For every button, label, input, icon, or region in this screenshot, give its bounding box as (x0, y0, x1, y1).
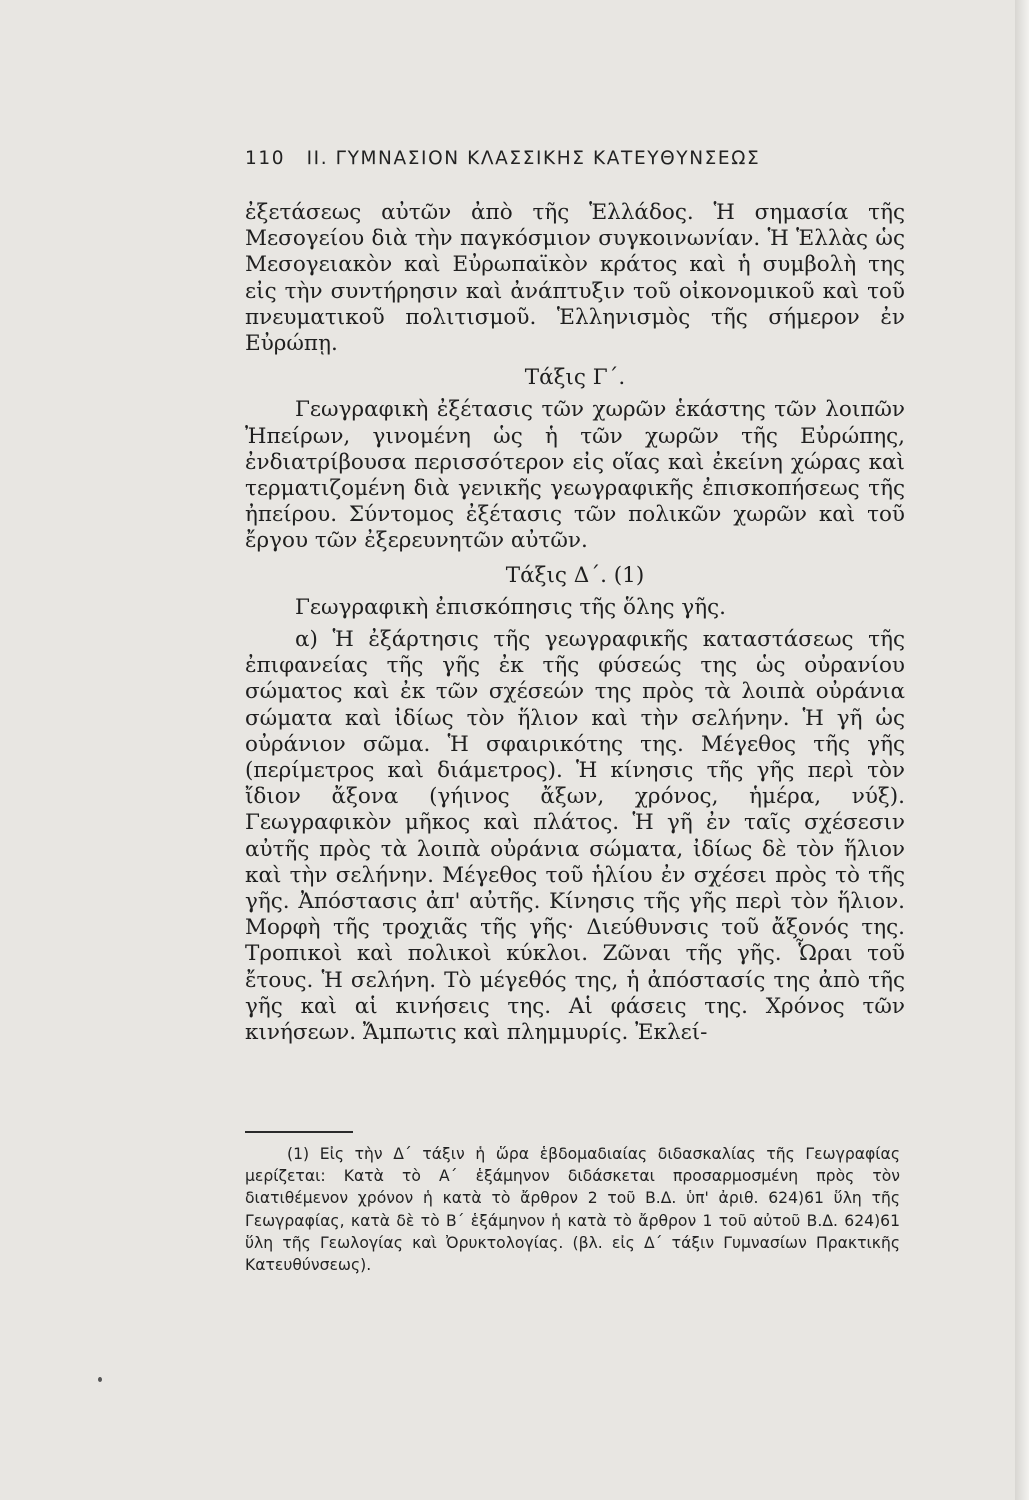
page-edge (1015, 0, 1029, 1500)
paper-speck (98, 1377, 102, 1382)
page-number: 110 (245, 148, 286, 169)
running-header (245, 148, 885, 169)
paragraph-overview: Γεωγραφικὴ ἐπισκόπησις τῆς ὅλης γῆς. (295, 594, 726, 620)
footnote-rule (245, 1131, 353, 1133)
body-text (245, 200, 905, 1046)
paragraph-earth: α) Ἡ ἐξάρτησις τῆς γεωγραφικῆς καταστάσεως τῆς ἐπιφανείας τῆς γῆς ἐκ τῆς φύσεώς της ὡς οὐρανίου σώματος καὶ ἐκ τῶν σχέσεών της πρὸς τὰ λοιπὰ οὐράνια σώματα καὶ ἰδίως τὸν ἥλιον καὶ τὴν σελήνην. Ἡ γῆ ὡς οὐράνιον σῶμα. Ἡ σφαιρικότης της. Μέγεθος τῆς γῆς (περίμετρος καὶ διάμετρος). Ἡ κίνησις τῆς γῆς περὶ τὸν ἴδιον ἄξονα (γήινος ἄξων, χρόνος, ἡμέρα, νύξ). Γεωγραφικὸν μῆκος καὶ πλάτος. Ἡ γῆ ἐν ταῖς σχέσεσιν αὐτῆς πρὸς τὰ λοιπὰ οὐράνια σώματα, ἰδίως δὲ τὸν ἥλιον καὶ τὴν σελήνην. Μέγεθος τοῦ ἡλίου ἐν σχέσει πρὸς τὸ τῆς γῆς. Ἀπόστασις ἀπ' αὐτῆς. Κίνησις τῆς γῆς περὶ τὸν ἥλιον. Μορφὴ τῆς τροχιᾶς τῆς γῆς· Διεύθυνσις τοῦ ἄξονός της. Τροπικοὶ καὶ πολικοὶ κύκλοι. Ζῶναι τῆς γῆς. Ὧραι τοῦ ἔτους. Ἡ σελήνη. Τὸ μέγεθός της, ἡ ἀπόστασίς της ἀπὸ τῆς γῆς καὶ αἱ κινήσεις της. Αἱ φάσεις της. Χρόνος τῶν κινήσεων. Ἄμπωτις καὶ πλημμυρίς. Ἐκλεί- (245, 627, 905, 1046)
section-heading-class-c: Τάξις Γ΄. (524, 365, 626, 391)
paragraph-intro: ἐξετάσεως αὐτῶν ἀπὸ τῆς Ἑλλάδος. Ἡ σημασία τῆς Μεσογείου διὰ τὴν παγκόσμιον συγκοινωνίαν. Ἡ Ἑλλὰς ὡς Μεσογειακὸν καὶ Εὐρωπαϊκὸν κράτος καὶ ἡ συμβολὴ της εἰς τὴν συντήρησιν καὶ ἀνάπτυξιν τοῦ οἰκονομικοῦ καὶ τοῦ πνευματικοῦ πολιτισμοῦ. Ἑλληνισμὸς τῆς σήμερον ἐν Εὐρώπῃ. (245, 200, 905, 357)
running-title: ΙΙ. ΓΥΜΝΑΣΙΟΝ ΚΛΑΣΣΙΚΗΣ ΚΑΤΕΥΘΥΝΣΕΩΣ (306, 148, 761, 169)
section-heading-class-d: Τάξις Δ΄. (1) (505, 562, 645, 588)
footnote-text: (1) Εἰς τὴν Δ΄ τάξιν ἡ ὥρα ἑβδομαδιαίας διδασκαλίας τῆς Γεωγραφίας μερίζεται: Κατὰ τὸ Α΄ ἑξάμηνον διδάσκεται προσαρμοσμένη πρὸς τὸν διατιθέμενον χρόνον ἡ κατὰ τὸ ἄρθρον 2 τοῦ Β.Δ. ὑπ' ἀριθ. 624)61 ὕλη τῆς Γεωγραφίας, κατὰ δὲ τὸ Β΄ ἑξάμηνον ἡ κατὰ τὸ ἄρθρον 1 τοῦ αὐτοῦ Β.Δ. 624)61 ὕλη τῆς Γεωλογίας καὶ Ὀρυκτολογίας. (βλ. εἰς Δ΄ τάξιν Γυμνασίων Πρακτικῆς Κατευθύνσεως). (245, 1145, 900, 1275)
footnote (245, 1143, 900, 1276)
paragraph-class-c: Γεωγραφικὴ ἐξέτασις τῶν χωρῶν ἑκάστης τῶν λοιπῶν Ἠπείρων, γινομένη ὡς ἡ τῶν χωρῶν τῆς Εὐρώπης, ἐνδιατρίβουσα περισσότερον εἰς οἵας καὶ ἐκείνη χώρας καὶ τερματιζομένη διὰ γενικῆς γεωγραφικῆς ἐπισκοπήσεως τῆς ἠπείρου. Σύντομος ἐξέτασις τῶν πολικῶν χωρῶν καὶ τοῦ ἔργου τῶν ἐξερευνητῶν αὐτῶν. (245, 397, 905, 554)
